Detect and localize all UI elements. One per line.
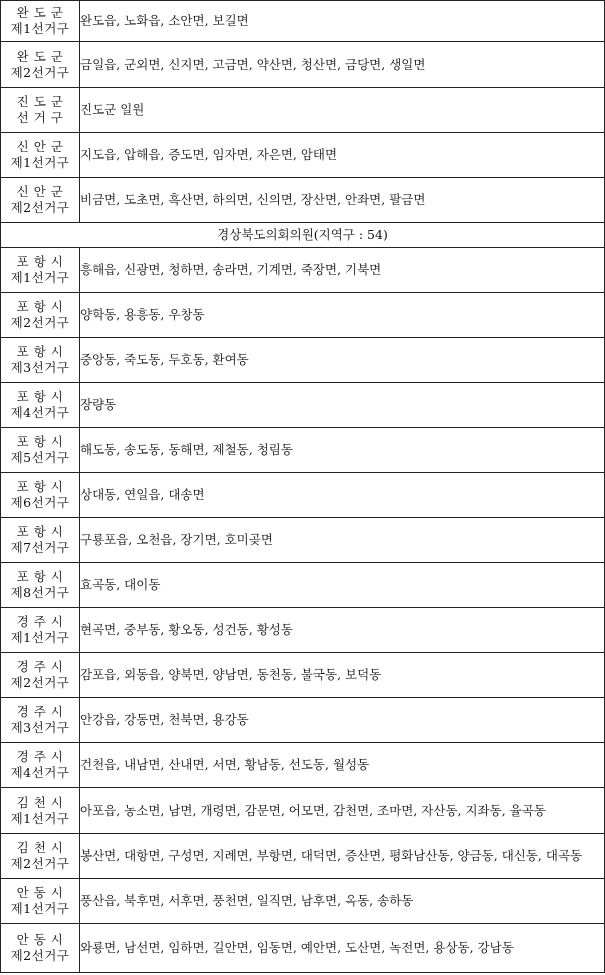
district-name-cell xyxy=(1,88,80,133)
table-row xyxy=(1,743,605,788)
district-municipality: 김 천 시 xyxy=(16,840,64,855)
district-name-cell xyxy=(1,518,80,563)
district-area-cell: 아포읍, 농소면, 남면, 개령면, 감문면, 어모면, 감천면, 조마면, 자산동, 지좌동, 율곡동 xyxy=(80,788,605,834)
district-name-cell xyxy=(1,428,80,473)
district-number: 제2선거구 xyxy=(10,200,70,215)
district-name-cell xyxy=(1,924,80,973)
table-row xyxy=(1,473,605,518)
district-number: 제5선거구 xyxy=(10,450,70,465)
district-area-cell: 진도군 일원 xyxy=(80,88,605,133)
district-municipality: 신 안 군 xyxy=(16,184,64,199)
table-row xyxy=(1,698,605,743)
table-row xyxy=(1,879,605,924)
district-area-cell: 지도읍, 압해읍, 증도면, 임자면, 자은면, 암태면 xyxy=(80,133,605,178)
district-name-cell xyxy=(1,653,80,698)
table-row xyxy=(1,924,605,973)
table-row xyxy=(1,788,605,834)
district-number: 제8선거구 xyxy=(10,585,70,600)
district-number: 제6선거구 xyxy=(10,495,70,510)
district-area-cell: 양학동, 용흥동, 우창동 xyxy=(80,293,605,338)
district-municipality: 경 주 시 xyxy=(16,704,64,719)
district-name-cell xyxy=(1,293,80,338)
district-area-cell: 안강읍, 강동면, 천북면, 용강동 xyxy=(80,698,605,743)
district-name-cell xyxy=(1,178,80,223)
district-area-cell: 건천읍, 내남면, 산내면, 서면, 황남동, 선도동, 월성동 xyxy=(80,743,605,788)
district-area-cell: 와룡면, 남선면, 임하면, 길안면, 임동면, 예안면, 도산면, 녹전면, 용상동, 강남동 xyxy=(80,924,605,973)
district-number: 제3선거구 xyxy=(10,720,70,735)
table-row xyxy=(1,1,605,42)
district-number: 제1선거구 xyxy=(10,155,70,170)
table-row xyxy=(1,42,605,88)
district-number: 제2선거구 xyxy=(10,675,70,690)
table-row xyxy=(1,178,605,223)
district-municipality: 경 주 시 xyxy=(16,614,64,629)
district-municipality: 포 항 시 xyxy=(16,299,64,314)
district-name-cell xyxy=(1,834,80,879)
district-name-cell xyxy=(1,788,80,834)
district-number: 제4선거구 xyxy=(10,765,70,780)
district-name-cell xyxy=(1,563,80,608)
table-row xyxy=(1,338,605,383)
district-number: 제1선거구 xyxy=(10,270,70,285)
district-name-cell xyxy=(1,698,80,743)
district-municipality: 안 동 시 xyxy=(16,885,64,900)
district-number: 선 거 구 xyxy=(16,110,64,125)
table-row xyxy=(1,293,605,338)
district-number: 제1선거구 xyxy=(10,901,70,916)
district-name-cell xyxy=(1,133,80,178)
table-row xyxy=(1,518,605,563)
district-area-cell: 효곡동, 대이동 xyxy=(80,563,605,608)
table-row xyxy=(1,563,605,608)
district-name-cell xyxy=(1,338,80,383)
section-title: 경상북도의회의원(지역구 : 54) xyxy=(1,223,605,248)
table-row xyxy=(1,133,605,178)
district-area-cell: 완도읍, 노화읍, 소안면, 보길면 xyxy=(80,1,605,42)
district-municipality: 포 항 시 xyxy=(16,254,64,269)
district-number: 제2선거구 xyxy=(10,315,70,330)
table-row xyxy=(1,834,605,879)
district-name-cell xyxy=(1,608,80,653)
district-municipality: 안 동 시 xyxy=(16,932,64,947)
district-number: 제7선거구 xyxy=(10,540,70,555)
district-area-cell: 풍산읍, 북후면, 서후면, 풍천면, 일직면, 남후면, 옥동, 송하동 xyxy=(80,879,605,924)
table-row xyxy=(1,88,605,133)
district-municipality: 포 항 시 xyxy=(16,434,64,449)
district-municipality: 포 항 시 xyxy=(16,524,64,539)
district-number: 제1선거구 xyxy=(10,810,70,826)
district-area-cell: 상대동, 연일읍, 대송면 xyxy=(80,473,605,518)
district-municipality: 포 항 시 xyxy=(16,344,64,359)
district-municipality: 완 도 군 xyxy=(16,48,64,64)
district-municipality: 진 도 군 xyxy=(16,94,64,109)
district-area-cell: 금일읍, 군외면, 신지면, 고금면, 약산면, 청산면, 금당면, 생일면 xyxy=(80,42,605,88)
district-municipality: 포 항 시 xyxy=(16,479,64,494)
district-municipality: 경 주 시 xyxy=(16,659,64,674)
district-name-cell xyxy=(1,383,80,428)
district-area-cell: 흥해읍, 신광면, 청하면, 송라면, 기계면, 죽장면, 기북면 xyxy=(80,248,605,293)
district-municipality: 포 항 시 xyxy=(16,389,64,404)
table-row xyxy=(1,248,605,293)
district-name-cell xyxy=(1,743,80,788)
district-number: 제4선거구 xyxy=(10,405,70,420)
table-row xyxy=(1,383,605,428)
district-number: 제1선거구 xyxy=(10,630,70,645)
table-row xyxy=(1,653,605,698)
district-number: 제3선거구 xyxy=(10,360,70,375)
district-name-cell xyxy=(1,879,80,924)
district-area-cell: 봉산면, 대항면, 구성면, 지례면, 부항면, 대덕면, 증산면, 평화남산동, 양금동, 대신동, 대곡동 xyxy=(80,834,605,879)
district-name-cell xyxy=(1,248,80,293)
district-municipality: 포 항 시 xyxy=(16,569,64,584)
table-row xyxy=(1,428,605,473)
district-number: 제2선거구 xyxy=(10,64,70,80)
district-area-cell: 비금면, 도초면, 흑산면, 하의면, 신의면, 장산면, 안좌면, 팔금면 xyxy=(80,178,605,223)
district-area-cell: 구룡포읍, 오천읍, 장기면, 호미곶면 xyxy=(80,518,605,563)
table-row xyxy=(1,608,605,653)
district-number: 제2선거구 xyxy=(10,856,70,871)
district-area-cell: 해도동, 송도동, 동해면, 제철동, 청림동 xyxy=(80,428,605,473)
district-municipality: 김 천 시 xyxy=(16,794,64,810)
table-body xyxy=(1,1,605,973)
district-area-cell: 중앙동, 죽도동, 두호동, 환여동 xyxy=(80,338,605,383)
district-name-cell xyxy=(1,42,80,88)
district-number: 제1선거구 xyxy=(10,21,70,36)
district-area-cell: 감포읍, 외동읍, 양북면, 양남면, 동천동, 불국동, 보덕동 xyxy=(80,653,605,698)
district-municipality: 완 도 군 xyxy=(16,5,64,20)
district-area-cell: 현곡면, 중부동, 황오동, 성건동, 황성동 xyxy=(80,608,605,653)
district-area-cell: 장량동 xyxy=(80,383,605,428)
district-name-cell xyxy=(1,1,80,42)
district-name-cell xyxy=(1,473,80,518)
district-number: 제2선거구 xyxy=(10,948,70,963)
district-municipality: 경 주 시 xyxy=(16,749,64,764)
section-header-row xyxy=(1,223,605,248)
district-municipality: 신 안 군 xyxy=(16,139,64,154)
